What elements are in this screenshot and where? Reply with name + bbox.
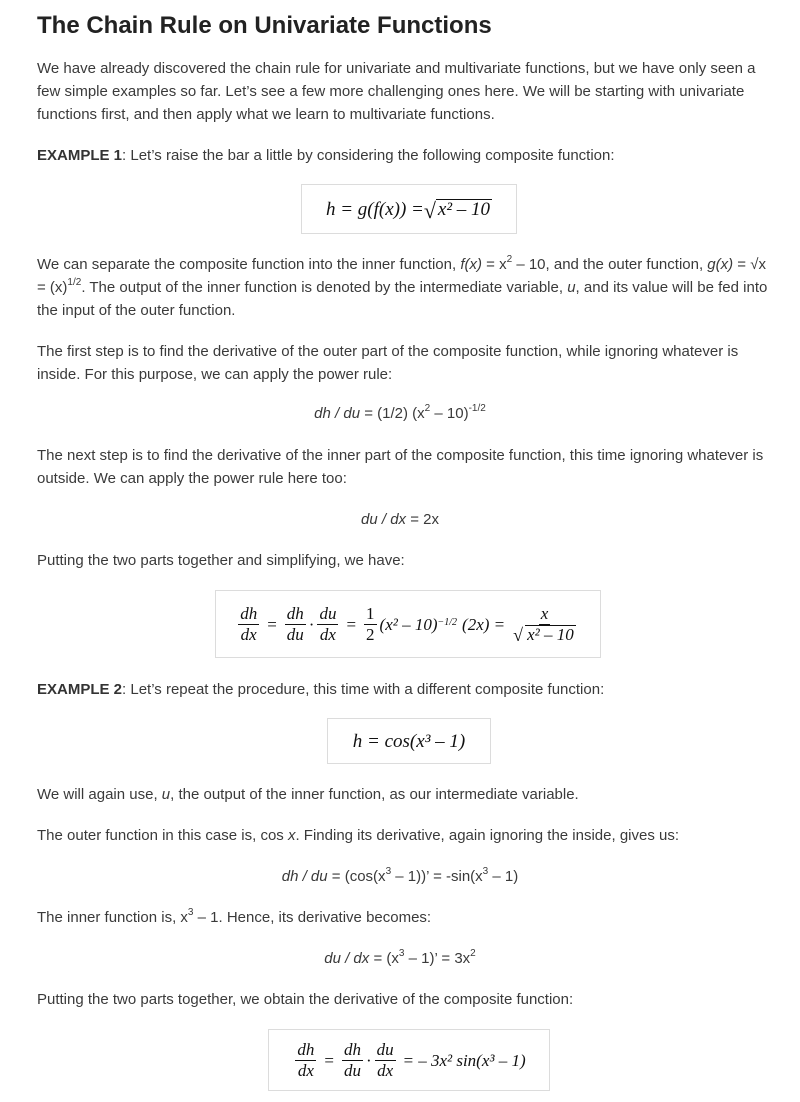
example-2-text: : Let’s repeat the procedure, this time with a different composite function:	[122, 681, 605, 698]
example-1-paragraph-3: The next step is to find the derivative of the inner part of the composite function, this time ignoring whatever is outside. We can apply the power rule here too:	[37, 447, 764, 487]
example-2-paragraph-3: The inner function is, $x^3 - 1$. Hence, its derivative becomes:	[37, 907, 432, 926]
fraction-du-dx: $\frac{du}{dx}$	[376, 1039, 394, 1080]
sqrt-radicand: x² – 10	[437, 198, 491, 220]
example-1-equation	[301, 184, 517, 234]
example-2-equation: h = cos(x³ – 1)	[327, 718, 491, 764]
example-1-text: : Let’s raise the bar a little by considering the following composite function:	[122, 147, 615, 164]
derivative-dh-du-1: dh / du = (1/2) $(x^2 - 10)^{-1/2}$	[314, 403, 486, 422]
example-2-paragraph-1: We will again use, u, the output of the inner function, as our intermediate variable.	[37, 786, 579, 803]
derivative-dh-du-2: dh / du = $(\cos(x^3 - 1))$’ = $-\sin(x^3 - 1)$	[281, 866, 519, 885]
example-2-intro	[37, 678, 777, 701]
sqrt-expression: √ x² – 10	[513, 624, 574, 645]
example-1-paragraph-4: Putting the two parts together and simplifying, we have:	[37, 552, 405, 569]
example-1-result-equation: $\frac{dh}{dx}$ = $\frac{dh}{du}$ · $\frac{du}{dx}$ = $\frac{1}{2}$ (x² – 10) $^{-1/2}$ (2x) = x √ x² – 10	[215, 590, 601, 658]
fraction-dh-dx: $\frac{dh}{dx}$	[240, 603, 258, 644]
example-1-label: EXAMPLE 1	[37, 147, 123, 164]
page-title: The Chain Rule on Univariate Functions	[37, 12, 492, 39]
fraction-dh-dx: $\frac{dh}{dx}$	[297, 1039, 315, 1080]
example-2-paragraph-4: Putting the two parts together, we obtain the derivative of the composite function:	[37, 991, 574, 1008]
derivative-du-dx-2: du / dx = $(x^3 - 1)$’ = $3x^2$	[324, 948, 476, 967]
intro-paragraph: We have already discovered the chain rule for univariate and multivariate functions, but we have only seen a few simple examples so far. Let’s see a few more challenging ones here. We will be starting with univariate functions first, and then apply what we learn to multivariate functions.	[37, 60, 756, 123]
example-1-paragraph-2: The first step is to find the derivative of the outer part of the composite function, while ignoring whatever is inside. For this purpose, we can apply the power rule:	[37, 343, 739, 383]
fraction-x-over-sqrt: x √ x² – 10	[513, 603, 574, 645]
result-expression: – 3x² sin(x³ – 1)	[418, 1050, 526, 1070]
example-1-paragraph-1: We can separate the composite function into the inner function, $f(x) = x^2 - 10$, and the outer function, $g(x) = √x = (x)^{1/2}$. The output of the inner function is denoted by the intermediate variable, u, and its value will be fed into the input of the outer function.	[37, 254, 768, 319]
example-1-intro	[37, 144, 777, 167]
fraction-dh-du: $\frac{dh}{du}$	[286, 603, 304, 644]
sqrt-sign: √	[513, 624, 524, 645]
example-2-result-equation: $\frac{dh}{dx}$ = $\frac{dh}{du}$ · $\frac{du}{dx}$ = – 3x² sin(x³ – 1)	[268, 1029, 550, 1091]
sqrt-sign: √	[423, 197, 436, 223]
example-2-paragraph-2: The outer function in this case is, cos x. Finding its derivative, again ignoring the inside, gives us:	[37, 827, 680, 844]
equation-lhs: h = g(f(x)) =	[325, 198, 424, 220]
fraction-one-half: $\frac{1}{2}$	[366, 603, 375, 644]
fraction-du-dx: $\frac{du}{dx}$	[319, 603, 337, 644]
derivative-du-dx-1: du / dx = 2x	[361, 511, 439, 528]
example-2-label: EXAMPLE 2	[37, 681, 123, 698]
sqrt-expression	[424, 198, 492, 221]
fraction-dh-du: $\frac{dh}{du}$	[343, 1039, 361, 1080]
